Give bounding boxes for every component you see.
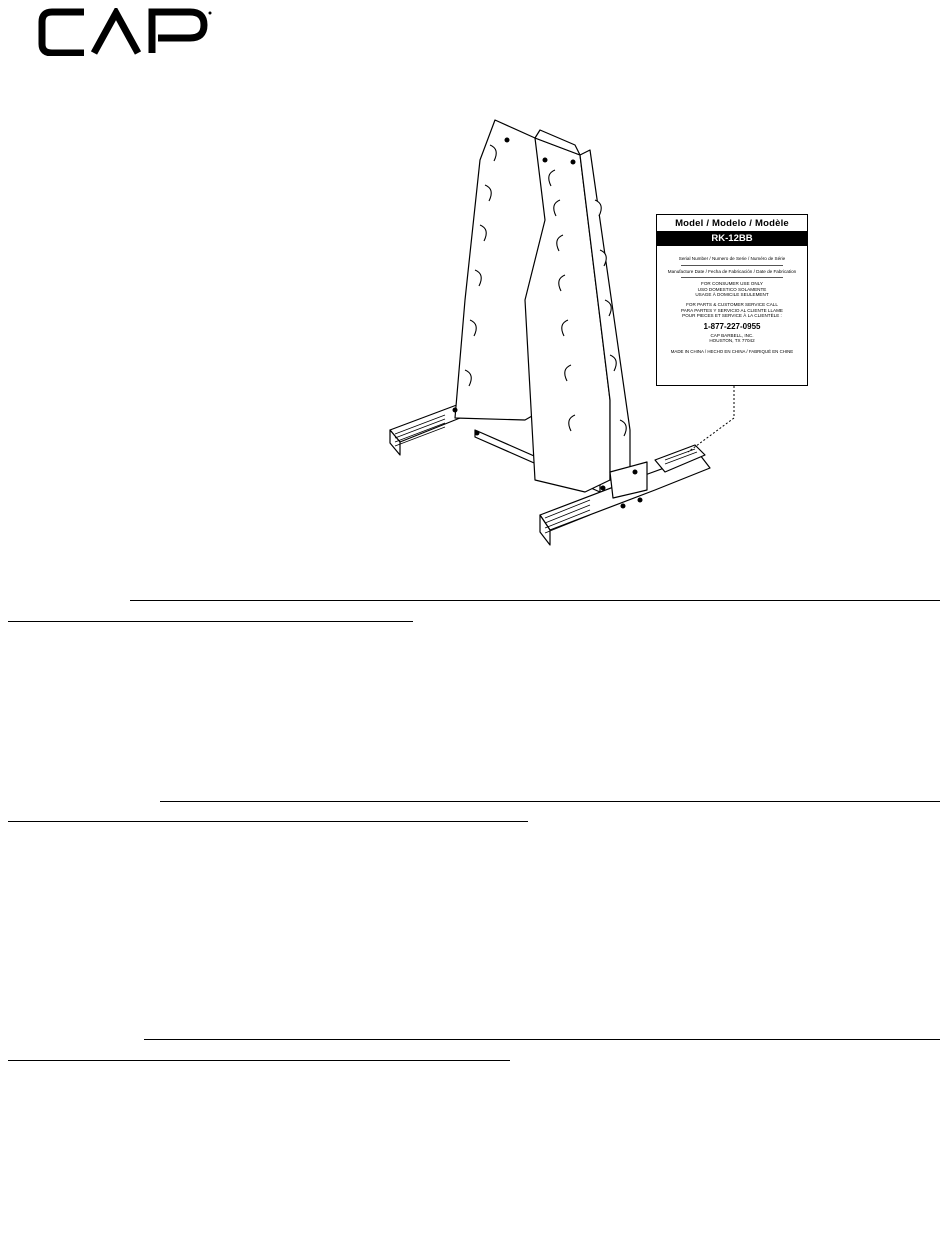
- label-consumer-1: FOR CONSUMER USE ONLY: [701, 281, 763, 287]
- label-phone: 1-877-227-0955: [703, 321, 761, 331]
- label-title: Model / Modelo / Modèle: [675, 218, 789, 229]
- label-model: RK-12BB: [657, 231, 807, 246]
- cap-logo: [38, 8, 214, 56]
- label-company-2: HOUSTON, TX 77042: [709, 338, 755, 344]
- label-company-1: CAP BARBELL, INC.: [710, 332, 754, 338]
- field-2-line-b: [8, 821, 528, 822]
- label-consumer-2: USO DOMESTICO SOLAMENTE: [697, 286, 767, 292]
- label-divider: [681, 265, 783, 266]
- field-2-line-a: [160, 801, 940, 802]
- label-made-in: MADE IN CHINA / HECHO EN CHINA / FABRIQUÉ EN CHINE: [670, 348, 794, 354]
- field-3-line-a: [144, 1039, 940, 1040]
- label-consumer-3: USAGE À DOMICILE SEULEMENT: [695, 292, 769, 298]
- field-1-line-a: [130, 600, 940, 601]
- label-manufacture: Manufacture Date / Fecha de Fabricación / Date de Fabrication: [667, 268, 797, 274]
- field-3-line-b: [8, 1060, 510, 1061]
- label-divider: [681, 277, 783, 278]
- label-service-3: POUR PIECES ET SERVICE À LA CLIENTÈLE :: [682, 313, 782, 319]
- product-label: [656, 214, 808, 386]
- label-serial: Serial Number / Numero de Serie / Numéro de Série: [678, 256, 786, 261]
- label-service-1: FOR PARTS & CUSTOMER SERVICE CALL: [686, 301, 778, 307]
- label-service-2: PARA PARTES Y SERVICIO AL CLIENTE LLAME: [681, 307, 783, 313]
- field-1-line-b: [8, 621, 413, 622]
